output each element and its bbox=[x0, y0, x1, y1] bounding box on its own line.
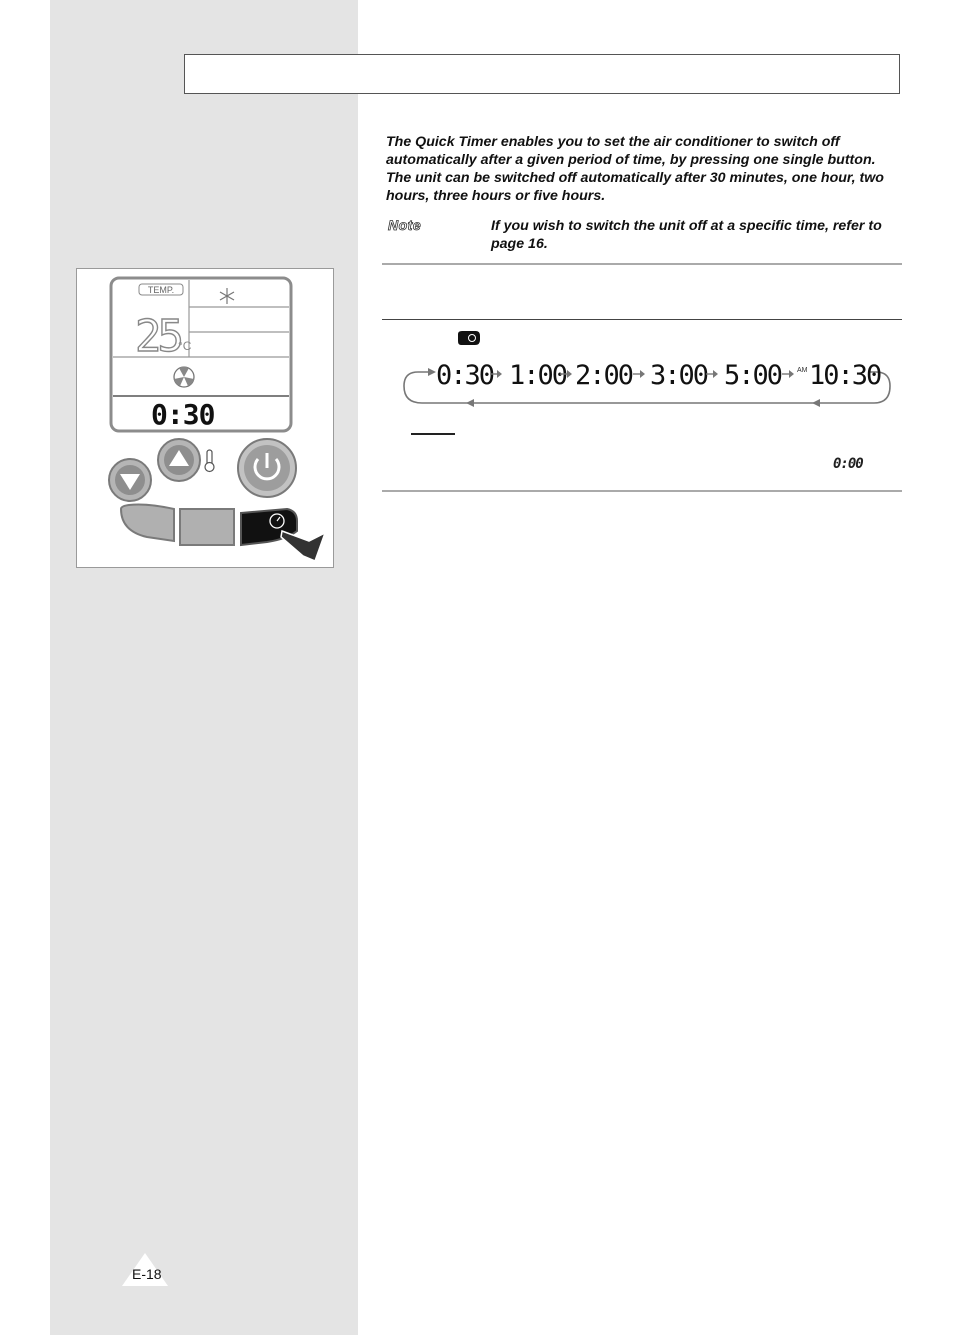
sequence-step-1: 0:30 bbox=[436, 360, 494, 391]
timer-display: 0:30 bbox=[151, 398, 215, 431]
sequence-step-4: 3:00 bbox=[650, 360, 708, 391]
left-sidebar-band bbox=[50, 0, 358, 1335]
intro-paragraph: The Quick Timer enables you to set the air conditioner to switch off automatically after a given period of time, by pressing one single button. The unit can be switched off automatically after 30 minutes, one hour, two hours, three hours or five hours. bbox=[386, 134, 884, 204]
temp-label: TEMP. bbox=[147, 285, 175, 295]
timer-button-icon bbox=[457, 330, 481, 346]
sequence-arrowhead-4 bbox=[713, 370, 718, 378]
sequence-arrowhead-1 bbox=[497, 370, 502, 378]
temp-up-button[interactable] bbox=[158, 439, 200, 481]
page-number: E-18 bbox=[132, 1266, 162, 1282]
section-title-box bbox=[184, 54, 900, 94]
step-underline bbox=[411, 433, 455, 435]
section-divider-top bbox=[382, 263, 902, 265]
sequence-arrowhead-3 bbox=[640, 370, 645, 378]
pressing-finger-icon bbox=[281, 531, 325, 561]
note-text: If you wish to switch the unit off at a specific time, refer to page 16. bbox=[491, 218, 882, 252]
zero-time-display: 0:00 bbox=[833, 456, 863, 472]
sequence-step-6: 10:30 bbox=[809, 360, 881, 391]
fan-icon bbox=[174, 367, 194, 387]
sequence-arrowhead-2 bbox=[567, 370, 572, 378]
sequence-step-2: 1:00 bbox=[509, 360, 567, 391]
temp-value: 25 bbox=[135, 311, 180, 362]
sequence-step-3: 2:00 bbox=[575, 360, 633, 391]
timer-sequence-diagram bbox=[398, 356, 894, 408]
step-divider bbox=[382, 319, 902, 320]
am-indicator: AM bbox=[797, 367, 808, 374]
temp-down-button[interactable] bbox=[109, 459, 151, 501]
remote-control-drawing bbox=[77, 269, 335, 569]
fan-speed-button[interactable] bbox=[180, 509, 234, 545]
remote-control-illustration bbox=[76, 268, 334, 568]
power-button[interactable] bbox=[238, 439, 296, 497]
sequence-arrowhead-5 bbox=[789, 370, 794, 378]
section-divider-bottom bbox=[382, 490, 902, 492]
thermometer-icon bbox=[205, 450, 214, 472]
temp-unit: °C bbox=[178, 339, 192, 353]
note-label: Note bbox=[388, 217, 422, 233]
mode-button[interactable] bbox=[121, 505, 174, 542]
sequence-step-5: 5:00 bbox=[724, 360, 782, 391]
